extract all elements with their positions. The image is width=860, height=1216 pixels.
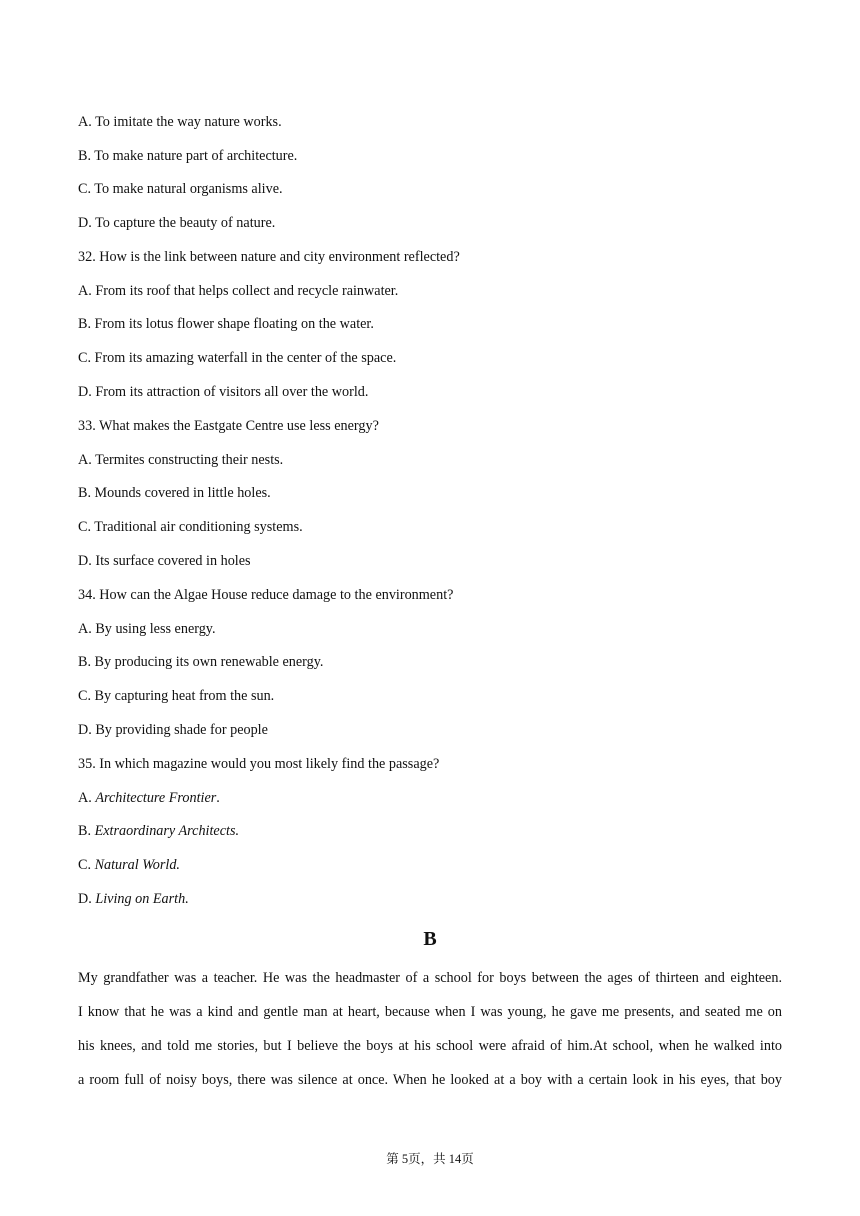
q31-option-a: A. To imitate the way nature works. [78,114,282,130]
magazine-title: Architecture Frontier [95,790,217,806]
q32-option-b: B. From its lotus flower shape floating on the water. [78,316,374,332]
option-letter: D. [78,891,92,907]
q35-option-a [78,789,220,807]
q32-stem: 32. How is the link between nature and city environment reflected? [78,249,460,265]
option-end: . [216,790,220,806]
q32-option-d: D. From its attraction of visitors all over the world. [78,384,369,400]
q33-option-c: C. Traditional air conditioning systems. [78,519,303,535]
magazine-title: Extraordinary Architects. [94,823,240,839]
q32-option-a: A. From its roof that helps collect and recycle rainwater. [78,283,399,299]
section-heading: B [423,928,437,950]
q35-option-d [78,890,189,908]
q34-stem: 34. How can the Algae House reduce damage to the environment? [78,587,454,603]
q31-option-b: B. To make nature part of architecture. [78,148,298,164]
q34-option-b: B. By producing its own renewable energy. [78,654,324,670]
passage-line: a room full of noisy boys, there was silence at once. When he looked at a boy with a certain look in his eyes, that boy [78,1072,782,1088]
q35-option-c [78,856,180,874]
q34-option-d: D. By providing shade for people [78,722,268,738]
q33-option-b: B. Mounds covered in little holes. [78,485,271,501]
q32-option-c: C. From its amazing waterfall in the center of the space. [78,350,397,366]
passage-line: My grandfather was a teacher. He was the headmaster of a school for boys between the ages of thirteen and eighteen. [78,970,782,986]
q34-option-c: C. By capturing heat from the sun. [78,688,275,704]
q33-option-d: D. Its surface covered in holes [78,553,251,569]
q31-option-d: D. To capture the beauty of nature. [78,215,276,231]
page-footer: 第 5页，共 14页 [386,1152,474,1166]
option-letter: B. [78,823,92,839]
option-letter: C. [78,857,92,873]
q33-stem: 33. What makes the Eastgate Centre use less energy? [78,418,379,434]
option-letter: A. [78,790,92,806]
q33-option-a: A. Termites constructing their nests. [78,452,284,468]
q31-option-c: C. To make natural organisms alive. [78,181,283,197]
magazine-title: Living on Earth. [95,891,189,907]
passage-line: I know that he was a kind and gentle man at heart, because when I was young, he gave me presents, and seated me on [78,1004,782,1020]
passage-line: his knees, and told me stories, but I believe the boys at his school were afraid of him.At school, when he walked into [78,1038,782,1054]
q34-option-a: A. By using less energy. [78,621,216,637]
q35-stem: 35. In which magazine would you most likely find the passage? [78,756,440,772]
magazine-title: Natural World. [94,857,180,873]
q35-option-b [78,822,239,840]
